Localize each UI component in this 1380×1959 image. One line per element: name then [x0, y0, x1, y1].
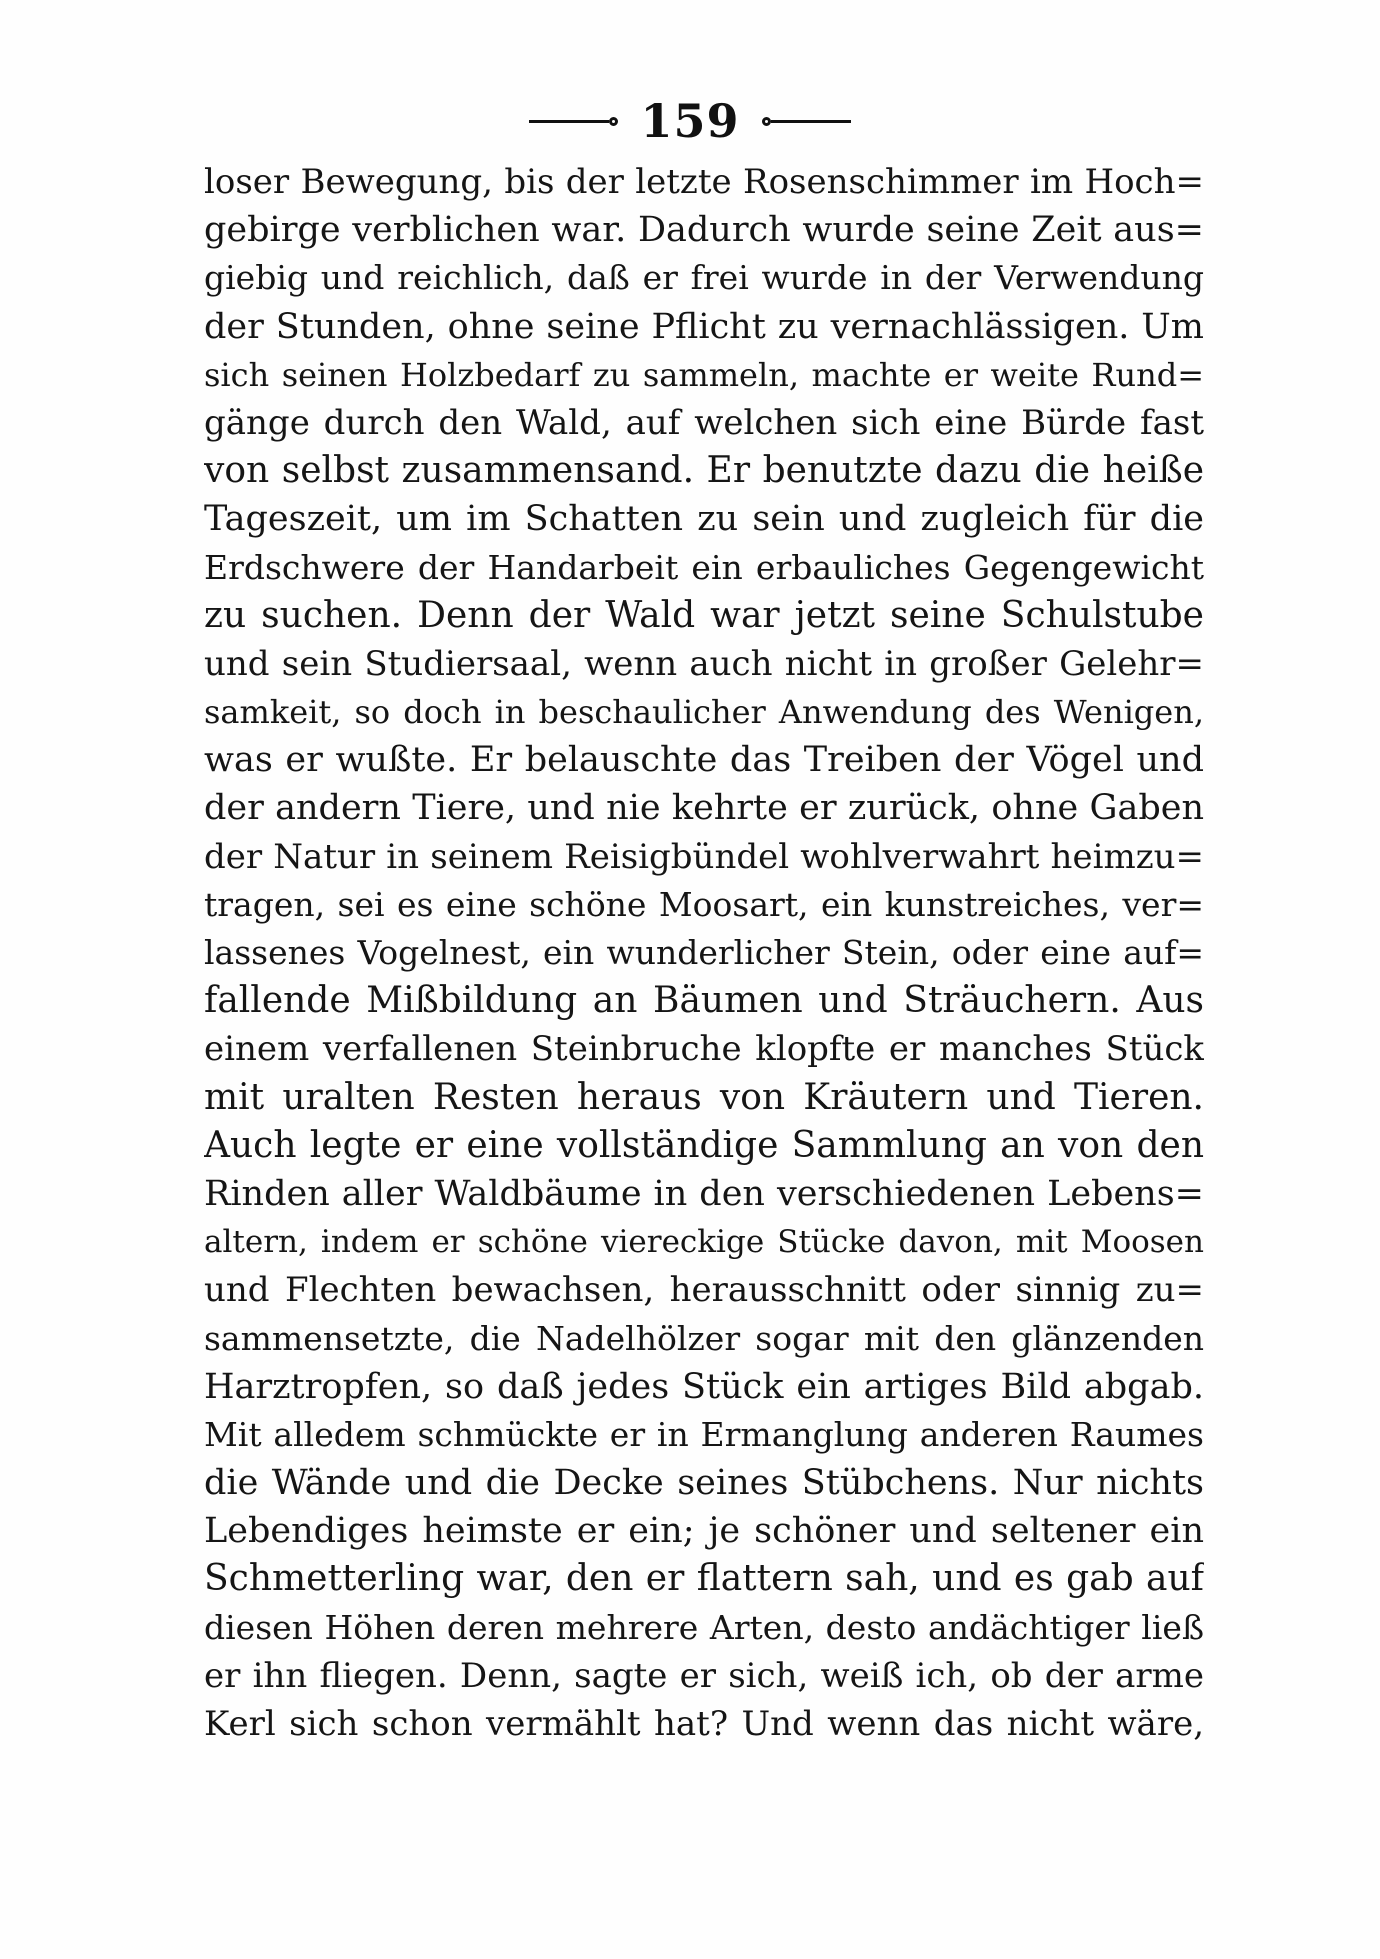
text-line: Harztropfen, so daß jedes Stück ein artiges Bild abgab. — [204, 1366, 1204, 1407]
text-line: von selbst zusammensand. Er benutzte dazu die heiße — [204, 450, 1204, 492]
text-line: einem verfallenen Steinbruche klopfte er manches Stück — [204, 1029, 1204, 1070]
text-line: diesen Höhen deren mehrere Arten, desto andächtiger ließ — [204, 1607, 1204, 1647]
text-line: mit uralten Resten heraus von Kräutern und Tieren. — [204, 1076, 1204, 1118]
text-line: was er wußte. Er belauschte das Treiben der Vögel und — [204, 740, 1204, 781]
text-line: altern, indem er schöne viereckige Stücke davon, mit Moosen — [204, 1224, 1204, 1261]
text-line: zu suchen. Denn der Wald war jetzt seine Schulstube — [204, 594, 1204, 636]
page-number: 159 — [640, 94, 740, 148]
text-line: und Flechten bewachsen, herausschnitt oder sinnig zu= — [204, 1270, 1204, 1311]
text-line: Erdschwere der Handarbeit ein erbauliches Gegengewicht — [204, 547, 1204, 587]
right-ornament-icon — [762, 117, 872, 126]
text-line: loser Bewegung, bis der letzte Rosenschimmer im Hoch= — [204, 162, 1204, 202]
text-line: lassenes Vogelnest, ein wunderlicher Stein, oder eine auf= — [204, 933, 1204, 972]
text-line: Kerl sich schon vermählt hat? Und wenn das nicht wäre, — [204, 1704, 1204, 1744]
text-line: Schmetterling war, den er flattern sah, und es gab auf — [204, 1558, 1204, 1600]
text-line: gebirge verblichen war. Dadurch wurde seine Zeit aus= — [204, 210, 1204, 251]
text-line: Auch legte er eine vollständige Sammlung an von den — [204, 1124, 1204, 1166]
text-line: tragen, sei es eine schöne Moosart, ein kunstreiches, ver= — [204, 884, 1204, 924]
text-line: der Natur in seinem Reisigbündel wohlverwahrt heimzu= — [204, 836, 1204, 877]
text-line: gänge durch den Wald, auf welchen sich eine Bürde fast — [204, 402, 1204, 443]
text-line: der andern Tiere, und nie kehrte er zurück, ohne Gaben — [204, 788, 1204, 829]
text-line: sich seinen Holzbedarf zu sammeln, machte er weite Rund= — [204, 355, 1204, 394]
text-line: fallende Mißbildung an Bäumen und Sträuchern. Aus — [204, 980, 1204, 1022]
body-text — [204, 158, 1204, 1748]
text-line: samkeit, so doch in beschaulicher Anwendung des Wenigen, — [204, 693, 1204, 732]
text-line: Lebendiges heimste er ein; je schöner und seltener ein — [204, 1511, 1204, 1552]
text-line: er ihn fliegen. Denn, sagte er sich, weiß ich, ob der arme — [204, 1655, 1204, 1696]
text-line: giebig und reichlich, daß er frei wurde in der Verwendung — [204, 258, 1204, 298]
left-ornament-icon — [508, 117, 618, 126]
page-header — [0, 96, 1380, 146]
text-line: Tageszeit, um im Schatten zu sein und zugleich für die — [204, 499, 1204, 540]
text-line: Mit alledem schmückte er in Ermanglung anderen Raumes — [204, 1414, 1204, 1454]
text-line: Rinden aller Waldbäume in den verschiedenen Lebens= — [204, 1173, 1204, 1214]
text-line: der Stunden, ohne seine Pflicht zu vernachlässigen. Um — [204, 306, 1204, 347]
text-line: und sein Studiersaal, wenn auch nicht in großer Gelehr= — [204, 643, 1204, 684]
text-line: die Wände und die Decke seines Stübchens. Nur nichts — [204, 1463, 1204, 1504]
text-line: sammensetzte, die Nadelhölzer sogar mit den glänzenden — [204, 1318, 1204, 1358]
